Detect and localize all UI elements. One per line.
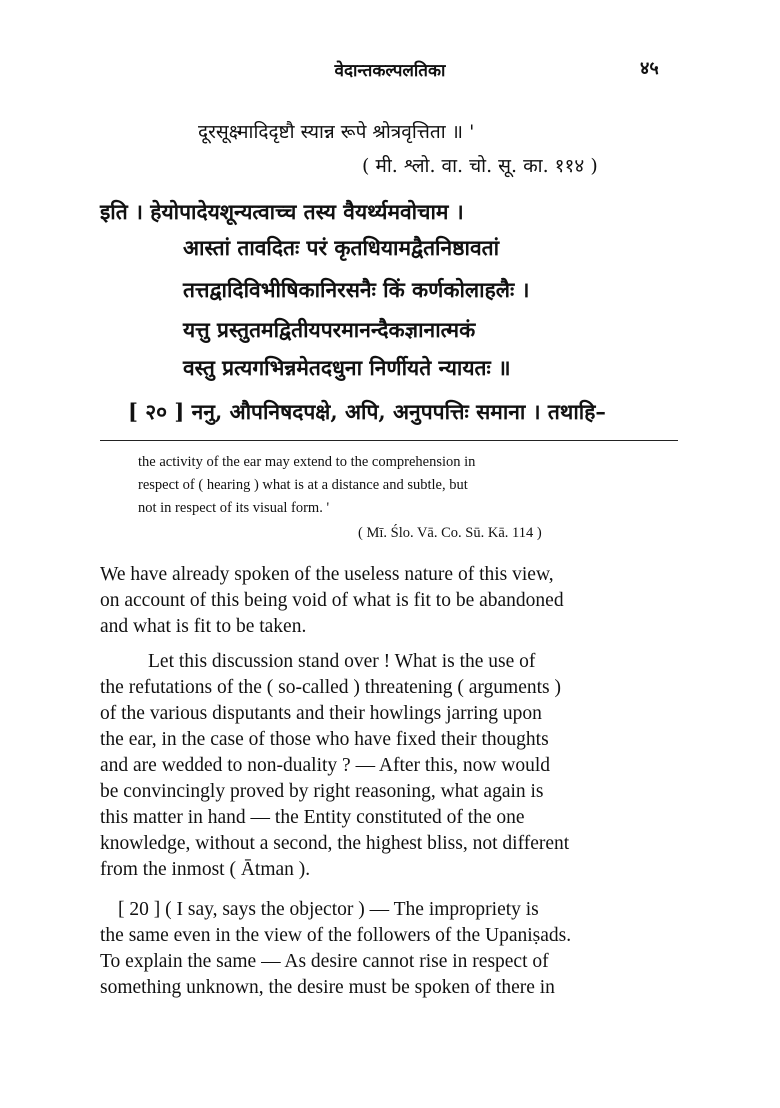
para3-line-2: the same even in the view of the followers of the Upaniṣads. bbox=[100, 925, 572, 946]
para3-line-4: something unknown, the desire must be spoken of there in bbox=[100, 977, 555, 998]
para2-line-2: the refutations of the ( so-called ) threatening ( arguments ) bbox=[100, 677, 561, 698]
verse2-line-4: वस्तु प्रत्यगभिन्नमेतदधुना निर्णीयते न्यायतः ॥ bbox=[183, 355, 511, 380]
verse2-line-3: यत्तु प्रस्तुतमद्वितीयपरमानन्दैकज्ञानात्मकं bbox=[183, 317, 476, 342]
iti-line: इति । हेयोपादेयशून्यत्वाच्च तस्य वैयर्थ्यमवोचाम । bbox=[100, 199, 464, 224]
para3-line-1: [ 20 ] ( I say, says the objector ) — The impropriety is bbox=[118, 899, 539, 920]
verse2-line-2: तत्तद्वादिविभीषिकानिरसनैः किं कर्णकोलाहलैः । bbox=[183, 277, 530, 302]
footnote-line-2: respect of ( hearing ) what is at a distance and subtle, but bbox=[138, 477, 468, 493]
verse-line: दूरसूक्ष्मादिदृष्टौ स्यान्न रूपे श्रोत्रवृत्तिता ॥ ' bbox=[198, 121, 475, 143]
para2-line-5: and are wedded to non-duality ? — After this, now would bbox=[100, 755, 551, 776]
para2-line-4: the ear, in the case of those who have fixed their thoughts bbox=[100, 729, 549, 750]
verse-reference: ( मी. श्लो. वा. चो. सू. का. ११४ ) bbox=[362, 155, 598, 177]
para2-line-6: be convincingly proved by right reasoning, what again is bbox=[100, 781, 544, 802]
para3-line-3: To explain the same — As desire cannot rise in respect of bbox=[100, 951, 549, 972]
para2-line-3: of the various disputants and their howlings jarring upon bbox=[100, 703, 542, 724]
page-number: ४५ bbox=[640, 58, 659, 79]
para1-line-2: on account of this being void of what is fit to be abandoned bbox=[100, 590, 564, 611]
para1-line-3: and what is fit to be taken. bbox=[100, 616, 307, 637]
footnote-reference: ( Mī. Ślo. Vā. Co. Sū. Kā. 114 ) bbox=[358, 525, 542, 541]
para2-line-8: knowledge, without a second, the highest bliss, not different bbox=[100, 833, 570, 854]
para2-line-7: this matter in hand — the Entity constituted of the one bbox=[100, 807, 525, 828]
running-header-title: वेदान्तकल्पलतिका bbox=[334, 61, 446, 81]
footnote-line-3: not in respect of its visual form. ' bbox=[138, 500, 330, 516]
para2-line-9: from the inmost ( Ātman ). bbox=[100, 859, 311, 880]
para1-line-1: We have already spoken of the useless nature of this view, bbox=[100, 564, 554, 585]
divider-rule bbox=[100, 440, 678, 441]
verse2-line-1: आस्तां तावदितः परं कृतधियामद्वैतनिष्ठावतां bbox=[183, 235, 500, 260]
section-20-sanskrit: [ २० ] ननु, औपनिषदपक्षे, अपि, अनुपपत्तिः समाना । तथाहि– bbox=[128, 399, 606, 424]
para2-line-1: Let this discussion stand over ! What is the use of bbox=[148, 651, 536, 672]
footnote-line-1: the activity of the ear may extend to the comprehension in bbox=[138, 454, 476, 470]
